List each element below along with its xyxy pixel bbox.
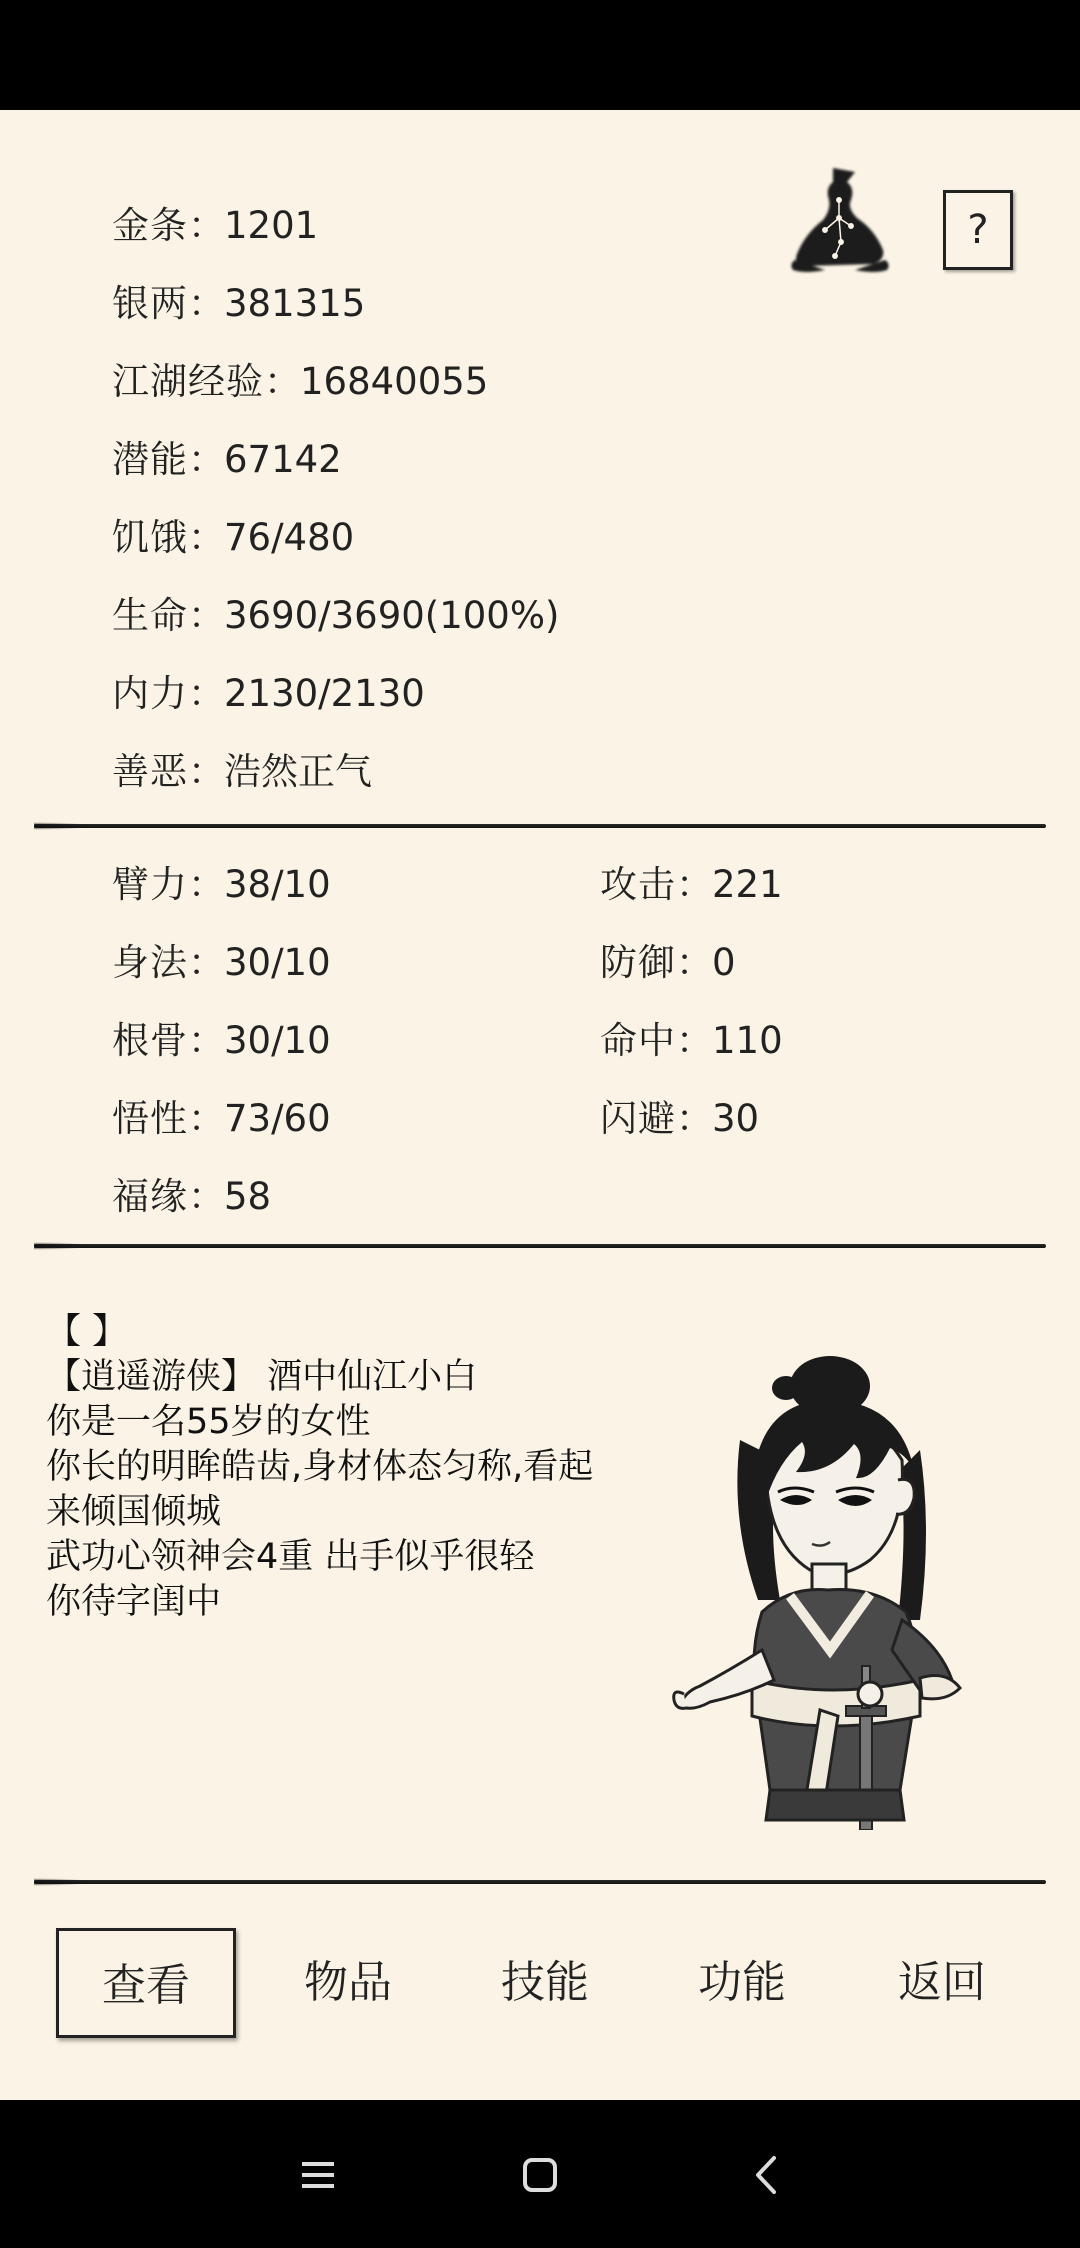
- stat-value: 76/480: [224, 516, 355, 559]
- attr-separator: ：: [188, 1097, 225, 1140]
- attr-comprehension: [112, 1096, 331, 1142]
- description-line: 【 】: [46, 1312, 128, 1352]
- stat-value: 16840055: [300, 360, 489, 403]
- stat-separator: ：: [188, 750, 225, 793]
- stat-value: 1201: [224, 204, 319, 247]
- stat-separator: ：: [264, 360, 301, 403]
- description-line: 你是一名55岁的女性: [46, 1402, 371, 1442]
- attr-attack: [600, 862, 783, 908]
- stat-separator: ：: [188, 438, 225, 481]
- attr-separator: ：: [188, 1175, 225, 1218]
- attr-label: 命中: [600, 1019, 676, 1062]
- tab-items[interactable]: 物品: [304, 1957, 392, 2008]
- attr-label: 身法: [112, 941, 188, 984]
- stat-label: 潜能: [112, 438, 188, 481]
- stat-label: 饥饿: [112, 516, 188, 559]
- attr-value: 0: [712, 941, 736, 984]
- attr-label: 防御: [600, 941, 676, 984]
- attr-constitution: [112, 1018, 331, 1064]
- system-nav-bar: [0, 2100, 1080, 2248]
- attr-label: 福缘: [112, 1175, 188, 1218]
- attr-value: 73/60: [224, 1097, 331, 1140]
- attr-defense: [600, 940, 736, 986]
- stat-value: 3690/3690(100%): [224, 594, 560, 637]
- stat-separator: ：: [188, 594, 225, 637]
- description-line: 你待字闺中: [46, 1582, 222, 1622]
- character-panel: [0, 110, 1080, 2100]
- attr-separator: ：: [676, 941, 713, 984]
- attr-dodge: [600, 1096, 759, 1142]
- stat-label: 银两: [112, 282, 188, 325]
- character-description: [46, 1310, 646, 1625]
- divider-middle: [34, 1244, 1046, 1248]
- attr-label: 悟性: [112, 1097, 188, 1140]
- stat-label: 江湖经验: [112, 360, 264, 403]
- stat-gold-bars: [112, 203, 318, 249]
- attr-fortune: [112, 1174, 271, 1220]
- attr-separator: ：: [188, 941, 225, 984]
- attr-separator: ：: [188, 863, 225, 906]
- meditation-figure-icon[interactable]: [785, 160, 895, 280]
- stat-separator: ：: [188, 672, 225, 715]
- stat-label: 善恶: [112, 750, 188, 793]
- attr-value: 30: [712, 1097, 760, 1140]
- description-line: 【逍遥游侠】 酒中仙江小白: [46, 1357, 478, 1397]
- stat-label: 生命: [112, 594, 188, 637]
- divider-top: [34, 824, 1046, 828]
- stat-value: 2130/2130: [224, 672, 425, 715]
- stat-label: 金条: [112, 204, 188, 247]
- attr-value: 110: [712, 1019, 783, 1062]
- description-line: 你长的明眸皓齿,身材体态匀称,看起: [46, 1447, 594, 1487]
- attr-label: 臂力: [112, 863, 188, 906]
- attr-value: 221: [712, 863, 783, 906]
- attr-value: 58: [224, 1175, 272, 1218]
- stat-value: 67142: [224, 438, 342, 481]
- stat-label: 内力: [112, 672, 188, 715]
- stat-inner-power: [112, 671, 425, 717]
- tab-back[interactable]: 返回: [898, 1957, 986, 2008]
- attr-value: 38/10: [224, 863, 331, 906]
- status-bar: [0, 0, 1080, 110]
- stat-separator: ：: [188, 282, 225, 325]
- stat-potential: [112, 437, 342, 483]
- attr-separator: ：: [676, 863, 713, 906]
- attr-value: 30/10: [224, 941, 331, 984]
- menu-icon[interactable]: [278, 2140, 358, 2210]
- attr-label: 攻击: [600, 863, 676, 906]
- attr-accuracy: [600, 1018, 783, 1064]
- character-portrait: [670, 1350, 990, 1830]
- attr-label: 闪避: [600, 1097, 676, 1140]
- stat-experience: [112, 359, 488, 405]
- attr-separator: ：: [188, 1019, 225, 1062]
- attr-strength: [112, 862, 331, 908]
- stat-silver: [112, 281, 365, 327]
- attr-agility: [112, 940, 331, 986]
- back-icon[interactable]: [728, 2140, 808, 2210]
- attr-label: 根骨: [112, 1019, 188, 1062]
- divider-bottom: [34, 1880, 1046, 1884]
- stat-separator: ：: [188, 516, 225, 559]
- stat-separator: ：: [188, 204, 225, 247]
- description-line: 来倾国倾城: [46, 1492, 222, 1532]
- home-icon[interactable]: [500, 2140, 580, 2210]
- attr-separator: ：: [676, 1019, 713, 1062]
- tab-view[interactable]: 查看: [56, 1928, 236, 2038]
- stat-value: 381315: [224, 282, 366, 325]
- stat-life: [112, 593, 559, 639]
- tab-functions[interactable]: 功能: [698, 1957, 786, 2008]
- attr-separator: ：: [676, 1097, 713, 1140]
- stat-morality: [112, 749, 372, 795]
- attr-value: 30/10: [224, 1019, 331, 1062]
- stat-value: 浩然正气: [224, 750, 372, 793]
- help-button[interactable]: ?: [943, 190, 1013, 270]
- tab-skills[interactable]: 技能: [501, 1957, 589, 2008]
- description-line: 武功心领神会4重 出手似乎很轻: [46, 1537, 535, 1577]
- stat-hunger: [112, 515, 354, 561]
